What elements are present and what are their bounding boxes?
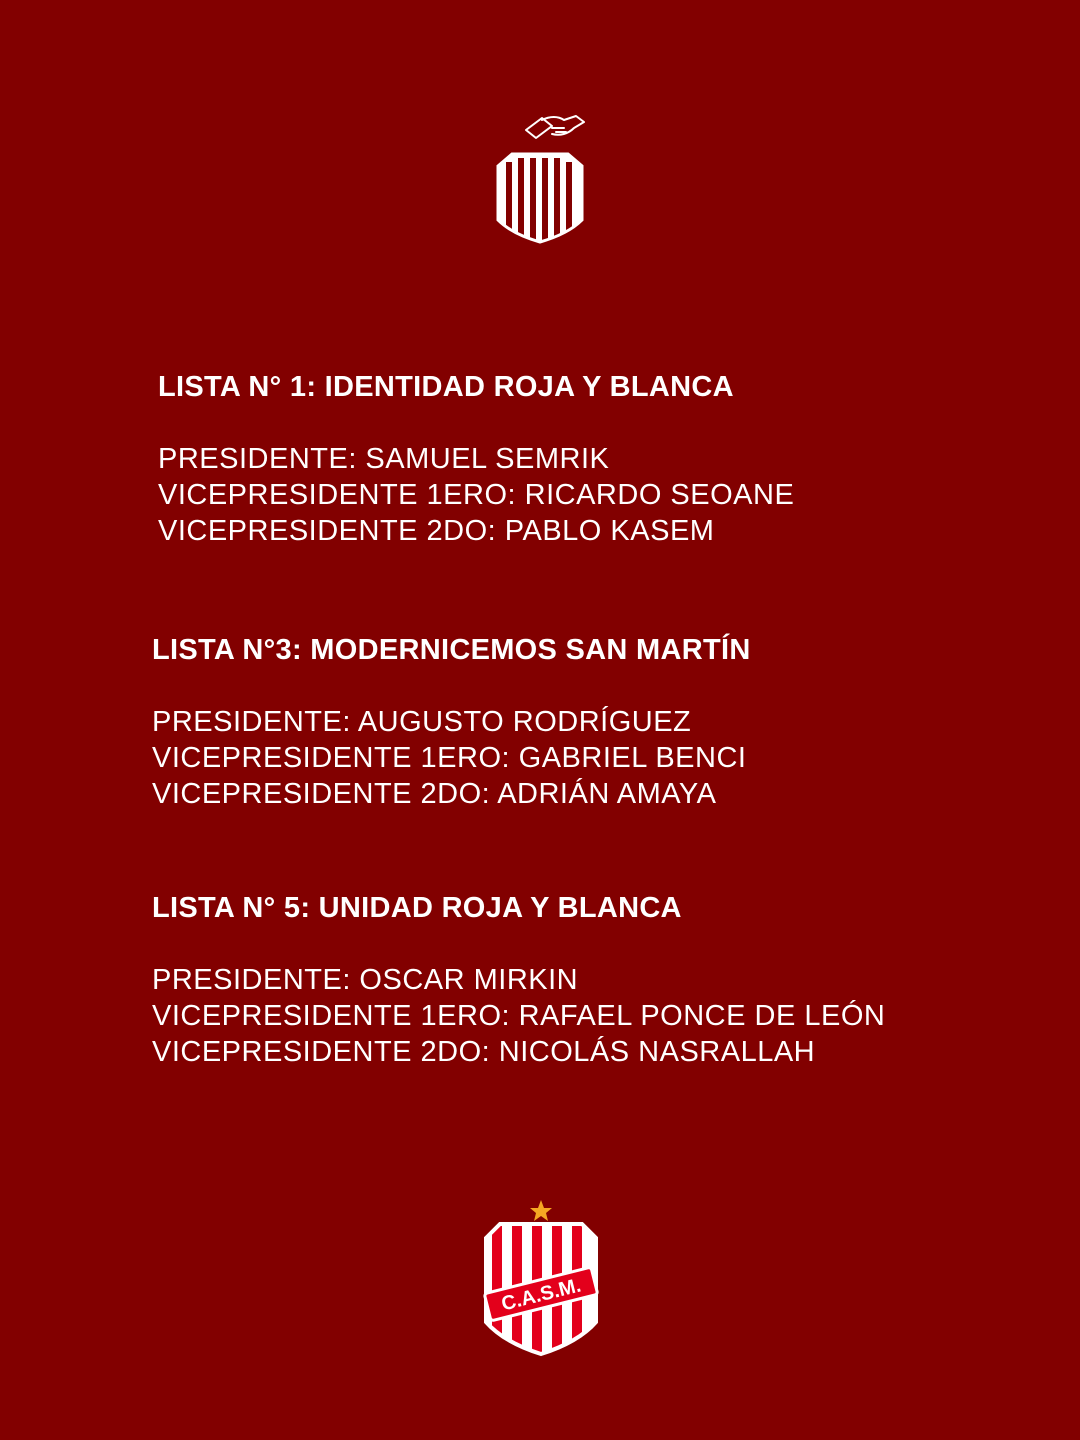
club-crest-icon [478, 1198, 604, 1358]
list-3 [152, 632, 751, 812]
list-1-title: LISTA N° 1: IDENTIDAD ROJA Y BLANCA [158, 371, 734, 403]
list-3-vp1: VICEPRESIDENTE 1ERO: GABRIEL BENCI [152, 742, 747, 774]
list-1-vp1: VICEPRESIDENTE 1ERO: RICARDO SEOANE [158, 479, 795, 511]
crest-star [530, 1200, 552, 1221]
list-1-vp2: VICEPRESIDENTE 2DO: PABLO KASEM [158, 515, 715, 547]
list-5 [152, 890, 885, 1070]
list-3-title: LISTA N°3: MODERNICEMOS SAN MARTÍN [152, 634, 751, 666]
list-1 [158, 369, 794, 549]
list-3-vp2: VICEPRESIDENTE 2DO: ADRIÁN AMAYA [152, 778, 717, 810]
list-5-president: PRESIDENTE: OSCAR MIRKIN [152, 964, 579, 996]
list-5-title: LISTA N° 5: UNIDAD ROJA Y BLANCA [152, 892, 682, 924]
list-3-president: PRESIDENTE: AUGUSTO RODRÍGUEZ [152, 706, 692, 738]
list-5-vp2: VICEPRESIDENTE 2DO: NICOLÁS NASRALLAH [152, 1036, 816, 1068]
crest-text: C.A.S.M. [499, 1274, 584, 1316]
ballot-box-icon [490, 108, 590, 248]
list-1-president: PRESIDENTE: SAMUEL SEMRIK [158, 443, 610, 475]
list-5-vp1: VICEPRESIDENTE 1ERO: RAFAEL PONCE DE LEÓN [152, 1000, 886, 1032]
